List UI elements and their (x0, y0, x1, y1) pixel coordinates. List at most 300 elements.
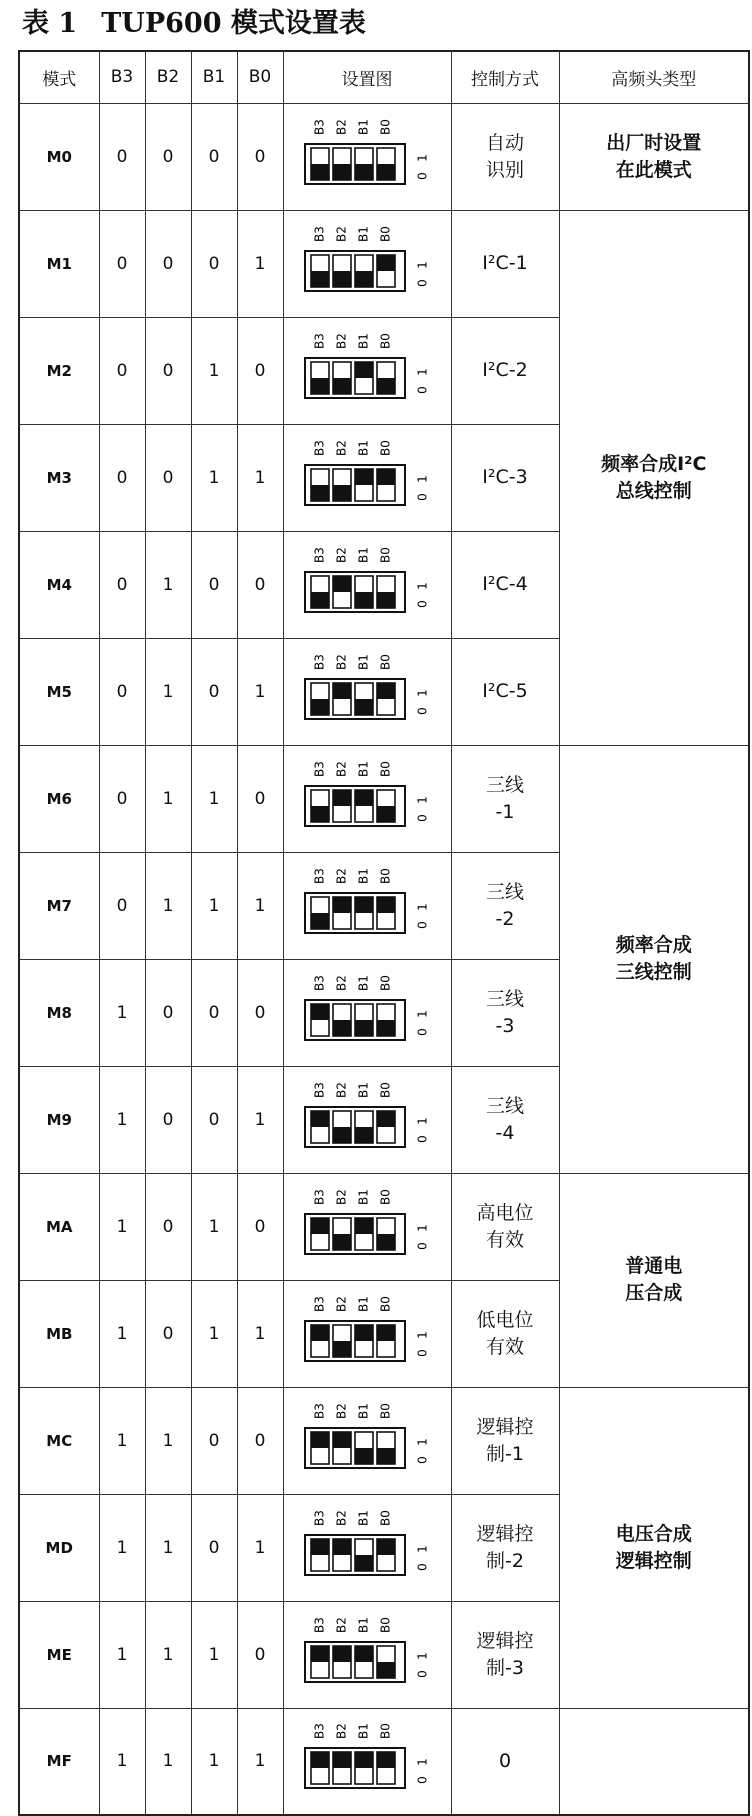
bit-cell-b2: 1 (145, 1494, 191, 1601)
switch-toggle-b1 (355, 255, 373, 287)
switch-label-b3: B3 (312, 1188, 327, 1205)
bit-cell-b0: 0 (237, 745, 283, 852)
setting-diagram-cell (283, 210, 451, 317)
bit-cell-b1: 1 (191, 424, 237, 531)
tuner-type-text: 普通电 压合成 (625, 1255, 683, 1304)
switch-toggle-b0 (377, 1752, 395, 1784)
switch-toggle-b2 (333, 1646, 351, 1678)
switch-label-b2: B2 (334, 974, 349, 991)
switch-toggle-b0 (377, 255, 395, 287)
bit-cell-b0: 0 (237, 1173, 283, 1280)
switch-on-label: 1 (415, 1116, 430, 1125)
mode-cell: MC (19, 1387, 99, 1494)
switch-toggle-b1 (355, 148, 373, 180)
table-row (19, 1173, 749, 1280)
switch-label-b3: B3 (312, 118, 327, 135)
dip-switch-diagram (297, 538, 437, 632)
switch-label-b3: B3 (312, 1616, 327, 1633)
switch-on-label: 1 (415, 1330, 430, 1339)
dip-switch-diagram (297, 324, 437, 418)
control-method-cell (451, 1173, 559, 1280)
switch-on-label: 1 (415, 795, 430, 804)
bit-cell-b1: 1 (191, 1280, 237, 1387)
bit-cell-b1: 1 (191, 745, 237, 852)
switch-label-b0: B0 (378, 1402, 393, 1419)
switch-toggle-b3 (311, 255, 329, 287)
switch-toggle-b3 (311, 1752, 329, 1784)
switch-toggle-b1 (355, 683, 373, 715)
dip-switch-diagram (297, 752, 437, 846)
mode-cell: ME (19, 1601, 99, 1708)
switch-toggle-b0 (377, 897, 395, 929)
setting-diagram-cell (283, 745, 451, 852)
tuner-type-cell (559, 210, 749, 745)
switch-label-b0: B0 (378, 760, 393, 777)
bit-cell-b0: 1 (237, 1708, 283, 1815)
control-method-cell (451, 1280, 559, 1387)
dip-switch-diagram (297, 859, 437, 953)
switch-toggle-b0 (377, 148, 395, 180)
tuner-type-cell (559, 1173, 749, 1387)
switch-off-label: 0 (415, 171, 430, 180)
bit-cell-b1: 0 (191, 531, 237, 638)
control-method-cell (451, 317, 559, 424)
bit-cell-b3: 0 (99, 424, 145, 531)
bit-cell-b3: 0 (99, 531, 145, 638)
switch-label-b2: B2 (334, 867, 349, 884)
control-method-text: 三线 -4 (485, 1094, 524, 1144)
bit-cell-b2: 0 (145, 1173, 191, 1280)
switch-toggle-b3 (311, 1539, 329, 1571)
switch-on-label: 1 (415, 1223, 430, 1232)
switch-toggle-b2 (333, 683, 351, 715)
switch-label-b2: B2 (334, 546, 349, 563)
switch-label-b0: B0 (378, 1081, 393, 1098)
switch-label-b0: B0 (378, 332, 393, 349)
bit-cell-b1: 0 (191, 1387, 237, 1494)
switch-off-label: 0 (415, 599, 430, 608)
switch-off-label: 0 (415, 813, 430, 822)
bit-cell-b2: 1 (145, 638, 191, 745)
bit-cell-b2: 1 (145, 1387, 191, 1494)
switch-label-b0: B0 (378, 653, 393, 670)
switch-label-b1: B1 (356, 546, 371, 563)
switch-on-label: 1 (415, 1544, 430, 1553)
bit-cell-b3: 1 (99, 1601, 145, 1708)
switch-label-b0: B0 (378, 974, 393, 991)
switch-label-b2: B2 (334, 332, 349, 349)
header-b3: B3 (99, 51, 145, 103)
switch-label-b2: B2 (334, 1188, 349, 1205)
mode-cell: M1 (19, 210, 99, 317)
switch-toggle-b3 (311, 1325, 329, 1357)
switch-toggle-b1 (355, 1539, 373, 1571)
switch-label-b1: B1 (356, 760, 371, 777)
switch-off-label: 0 (415, 920, 430, 929)
header-setting-diagram: 设置图 (283, 51, 451, 103)
dip-switch-diagram (297, 1073, 437, 1167)
mode-cell: MA (19, 1173, 99, 1280)
switch-label-b2: B2 (334, 1616, 349, 1633)
switch-label-b2: B2 (334, 225, 349, 242)
switch-on-label: 1 (415, 581, 430, 590)
control-method-text: I²C-2 (482, 359, 528, 381)
tuner-type-text: 频率合成I²C 总线控制 (601, 452, 707, 502)
switch-label-b2: B2 (334, 1723, 349, 1740)
control-method-text: I²C-1 (482, 252, 528, 274)
dip-switch-diagram (297, 1608, 437, 1702)
switch-label-b3: B3 (312, 439, 327, 456)
setting-diagram-cell (283, 1494, 451, 1601)
control-method-cell (451, 210, 559, 317)
switch-off-label: 0 (415, 385, 430, 394)
switch-label-b2: B2 (334, 1081, 349, 1098)
switch-toggle-b2 (333, 362, 351, 394)
control-method-cell (451, 424, 559, 531)
switch-toggle-b2 (333, 790, 351, 822)
switch-toggle-b0 (377, 1539, 395, 1571)
bit-cell-b2: 0 (145, 210, 191, 317)
switch-toggle-b3 (311, 1218, 329, 1250)
setting-diagram-cell (283, 1387, 451, 1494)
bit-cell-b3: 1 (99, 1387, 145, 1494)
switch-on-label: 1 (415, 1758, 430, 1767)
bit-cell-b3: 0 (99, 638, 145, 745)
bit-cell-b3: 0 (99, 852, 145, 959)
dip-switch-diagram (297, 110, 437, 204)
bit-cell-b1: 1 (191, 1173, 237, 1280)
switch-off-label: 0 (415, 1776, 430, 1785)
bit-cell-b0: 0 (237, 1601, 283, 1708)
switch-toggle-b1 (355, 1432, 373, 1464)
tuner-type-cell (559, 103, 749, 210)
bit-cell-b0: 0 (237, 103, 283, 210)
bit-cell-b2: 1 (145, 1708, 191, 1815)
setting-diagram-cell (283, 638, 451, 745)
switch-toggle-b3 (311, 683, 329, 715)
switch-label-b0: B0 (378, 225, 393, 242)
control-method-text: I²C-5 (482, 680, 528, 702)
control-method-text: 逻辑控 制-2 (476, 1522, 534, 1572)
setting-diagram-cell (283, 317, 451, 424)
mode-cell: M0 (19, 103, 99, 210)
bit-cell-b3: 1 (99, 1066, 145, 1173)
bit-cell-b0: 0 (237, 959, 283, 1066)
switch-on-label: 1 (415, 260, 430, 269)
mode-cell: MD (19, 1494, 99, 1601)
switch-toggle-b2 (333, 469, 351, 501)
tuner-type-text: 出厂时设置 在此模式 (606, 131, 702, 181)
bit-cell-b0: 0 (237, 1387, 283, 1494)
switch-toggle-b2 (333, 148, 351, 180)
mode-cell: MB (19, 1280, 99, 1387)
switch-label-b3: B3 (312, 1402, 327, 1419)
header-b0: B0 (237, 51, 283, 103)
switch-toggle-b1 (355, 576, 373, 608)
switch-toggle-b3 (311, 1646, 329, 1678)
control-method-text: 三线 -3 (485, 987, 524, 1037)
table-number: 表 1 (22, 8, 78, 39)
control-method-cell (451, 1494, 559, 1601)
setting-diagram-cell (283, 1173, 451, 1280)
control-method-cell (451, 1708, 559, 1815)
switch-label-b2: B2 (334, 760, 349, 777)
bit-cell-b1: 0 (191, 959, 237, 1066)
switch-toggle-b3 (311, 1004, 329, 1036)
header-row (19, 51, 749, 103)
switch-toggle-b1 (355, 897, 373, 929)
control-method-cell (451, 1066, 559, 1173)
switch-label-b2: B2 (334, 1509, 349, 1526)
switch-label-b3: B3 (312, 1723, 327, 1740)
control-method-cell (451, 852, 559, 959)
table-row (19, 745, 749, 852)
mode-cell: M9 (19, 1066, 99, 1173)
control-method-cell (451, 638, 559, 745)
mode-cell: M2 (19, 317, 99, 424)
switch-label-b2: B2 (334, 118, 349, 135)
table-body (19, 103, 749, 1815)
tuner-type-cell (559, 745, 749, 1173)
switch-label-b3: B3 (312, 332, 327, 349)
setting-diagram-cell (283, 852, 451, 959)
table-row (19, 1387, 749, 1494)
bit-cell-b1: 0 (191, 1066, 237, 1173)
switch-label-b1: B1 (356, 653, 371, 670)
setting-diagram-cell (283, 531, 451, 638)
tuner-type-text: 电压合成 逻辑控制 (615, 1522, 692, 1572)
control-method-text: 三线 -2 (485, 880, 524, 930)
header-mode: 模式 (19, 51, 99, 103)
mode-cell: M6 (19, 745, 99, 852)
switch-label-b1: B1 (356, 867, 371, 884)
control-method-cell (451, 745, 559, 852)
control-method-text: 低电位 有效 (476, 1308, 534, 1358)
switch-label-b0: B0 (378, 118, 393, 135)
bit-cell-b1: 0 (191, 1494, 237, 1601)
table-row (19, 103, 749, 210)
switch-toggle-b3 (311, 1111, 329, 1143)
dip-switch-diagram (297, 1287, 437, 1381)
switch-toggle-b2 (333, 1432, 351, 1464)
switch-off-label: 0 (415, 278, 430, 287)
switch-toggle-b3 (311, 1432, 329, 1464)
switch-label-b1: B1 (356, 1081, 371, 1098)
switch-toggle-b1 (355, 1752, 373, 1784)
switch-toggle-b1 (355, 1646, 373, 1678)
mode-cell: MF (19, 1708, 99, 1815)
setting-diagram-cell (283, 1601, 451, 1708)
switch-label-b1: B1 (356, 1402, 371, 1419)
switch-label-b1: B1 (356, 332, 371, 349)
switch-toggle-b3 (311, 148, 329, 180)
switch-label-b0: B0 (378, 867, 393, 884)
switch-toggle-b1 (355, 1218, 373, 1250)
switch-toggle-b2 (333, 1539, 351, 1571)
switch-label-b3: B3 (312, 653, 327, 670)
switch-toggle-b0 (377, 576, 395, 608)
control-method-text: 逻辑控 制-3 (476, 1629, 534, 1679)
switch-label-b2: B2 (334, 653, 349, 670)
switch-toggle-b0 (377, 469, 395, 501)
switch-toggle-b2 (333, 1325, 351, 1357)
switch-label-b3: B3 (312, 867, 327, 884)
switch-label-b3: B3 (312, 760, 327, 777)
switch-on-label: 1 (415, 367, 430, 376)
switch-off-label: 0 (415, 1241, 430, 1250)
bit-cell-b3: 1 (99, 1173, 145, 1280)
header-control-method: 控制方式 (451, 51, 559, 103)
switch-off-label: 0 (415, 1348, 430, 1357)
switch-toggle-b0 (377, 1218, 395, 1250)
bit-cell-b2: 1 (145, 1601, 191, 1708)
bit-cell-b2: 0 (145, 103, 191, 210)
bit-cell-b3: 1 (99, 1708, 145, 1815)
header-tuner-type: 高频头类型 (559, 51, 749, 103)
switch-toggle-b3 (311, 897, 329, 929)
switch-label-b2: B2 (334, 439, 349, 456)
bit-cell-b3: 0 (99, 210, 145, 317)
bit-cell-b3: 1 (99, 1494, 145, 1601)
switch-label-b3: B3 (312, 1081, 327, 1098)
setting-diagram-cell (283, 424, 451, 531)
bit-cell-b0: 1 (237, 1494, 283, 1601)
switch-label-b1: B1 (356, 1295, 371, 1312)
switch-label-b1: B1 (356, 1188, 371, 1205)
bit-cell-b0: 1 (237, 1280, 283, 1387)
bit-cell-b2: 1 (145, 745, 191, 852)
bit-cell-b0: 0 (237, 531, 283, 638)
bit-cell-b3: 0 (99, 745, 145, 852)
control-method-text: 高电位 有效 (476, 1201, 534, 1251)
control-method-text: 0 (498, 1749, 512, 1772)
control-method-text: 三线 -1 (485, 773, 524, 823)
switch-label-b1: B1 (356, 1509, 371, 1526)
mode-cell: M3 (19, 424, 99, 531)
switch-on-label: 1 (415, 688, 430, 697)
switch-label-b0: B0 (378, 1295, 393, 1312)
bit-cell-b1: 1 (191, 852, 237, 959)
switch-toggle-b3 (311, 469, 329, 501)
bit-cell-b0: 0 (237, 317, 283, 424)
switch-off-label: 0 (415, 1134, 430, 1143)
bit-cell-b0: 1 (237, 638, 283, 745)
switch-toggle-b1 (355, 1004, 373, 1036)
switch-on-label: 1 (415, 474, 430, 483)
setting-diagram-cell (283, 103, 451, 210)
tuner-type-cell (559, 1708, 749, 1815)
switch-toggle-b0 (377, 683, 395, 715)
switch-label-b1: B1 (356, 225, 371, 242)
switch-off-label: 0 (415, 492, 430, 501)
setting-diagram-cell (283, 1066, 451, 1173)
switch-off-label: 0 (415, 1027, 430, 1036)
bit-cell-b2: 0 (145, 1280, 191, 1387)
bit-cell-b2: 0 (145, 424, 191, 531)
dip-switch-diagram (297, 1501, 437, 1595)
switch-label-b1: B1 (356, 1616, 371, 1633)
switch-label-b2: B2 (334, 1295, 349, 1312)
bit-cell-b1: 0 (191, 638, 237, 745)
dip-switch-diagram (297, 1714, 437, 1808)
bit-cell-b0: 1 (237, 424, 283, 531)
switch-on-label: 1 (415, 153, 430, 162)
switch-off-label: 0 (415, 1562, 430, 1571)
bit-cell-b1: 1 (191, 317, 237, 424)
setting-diagram-cell (283, 1280, 451, 1387)
bit-cell-b1: 1 (191, 1601, 237, 1708)
switch-toggle-b0 (377, 1325, 395, 1357)
mode-cell: M8 (19, 959, 99, 1066)
switch-label-b1: B1 (356, 974, 371, 991)
bit-cell-b3: 1 (99, 1280, 145, 1387)
switch-label-b3: B3 (312, 546, 327, 563)
switch-label-b2: B2 (334, 1402, 349, 1419)
control-method-text: 逻辑控 制-1 (476, 1415, 534, 1465)
switch-on-label: 1 (415, 1651, 430, 1660)
table-row (19, 1708, 749, 1815)
switch-label-b0: B0 (378, 439, 393, 456)
tuner-type-text: 频率合成 三线控制 (615, 934, 692, 983)
table-caption: TUP600 模式设置表 (101, 8, 366, 39)
switch-label-b3: B3 (312, 974, 327, 991)
switch-label-b0: B0 (378, 1723, 393, 1740)
switch-toggle-b1 (355, 790, 373, 822)
bit-cell-b2: 0 (145, 959, 191, 1066)
switch-toggle-b2 (333, 1004, 351, 1036)
switch-on-label: 1 (415, 1009, 430, 1018)
mode-cell: M7 (19, 852, 99, 959)
header-b1: B1 (191, 51, 237, 103)
bit-cell-b3: 1 (99, 959, 145, 1066)
switch-toggle-b0 (377, 1646, 395, 1678)
control-method-text: 自动 识别 (485, 131, 524, 181)
bit-cell-b3: 0 (99, 103, 145, 210)
switch-on-label: 1 (415, 1437, 430, 1446)
switch-label-b3: B3 (312, 1295, 327, 1312)
switch-label-b1: B1 (356, 118, 371, 135)
bit-cell-b0: 1 (237, 852, 283, 959)
switch-toggle-b1 (355, 1325, 373, 1357)
switch-label-b3: B3 (312, 1509, 327, 1526)
switch-toggle-b3 (311, 576, 329, 608)
setting-diagram-cell (283, 959, 451, 1066)
bit-cell-b0: 1 (237, 1066, 283, 1173)
switch-toggle-b3 (311, 790, 329, 822)
bit-cell-b1: 0 (191, 210, 237, 317)
switch-toggle-b2 (333, 897, 351, 929)
bit-cell-b2: 1 (145, 852, 191, 959)
control-method-cell (451, 959, 559, 1066)
switch-label-b3: B3 (312, 225, 327, 242)
tuner-type-cell (559, 1387, 749, 1708)
switch-off-label: 0 (415, 706, 430, 715)
mode-settings-table (18, 50, 750, 1816)
dip-switch-diagram (297, 431, 437, 525)
switch-toggle-b0 (377, 1004, 395, 1036)
bit-cell-b1: 1 (191, 1708, 237, 1815)
switch-toggle-b3 (311, 362, 329, 394)
dip-switch-diagram (297, 217, 437, 311)
control-method-cell (451, 1387, 559, 1494)
bit-cell-b3: 0 (99, 317, 145, 424)
bit-cell-b2: 0 (145, 317, 191, 424)
bit-cell-b1: 0 (191, 103, 237, 210)
switch-toggle-b2 (333, 1218, 351, 1250)
table-title (22, 4, 366, 44)
switch-toggle-b0 (377, 1111, 395, 1143)
dip-switch-diagram (297, 645, 437, 739)
